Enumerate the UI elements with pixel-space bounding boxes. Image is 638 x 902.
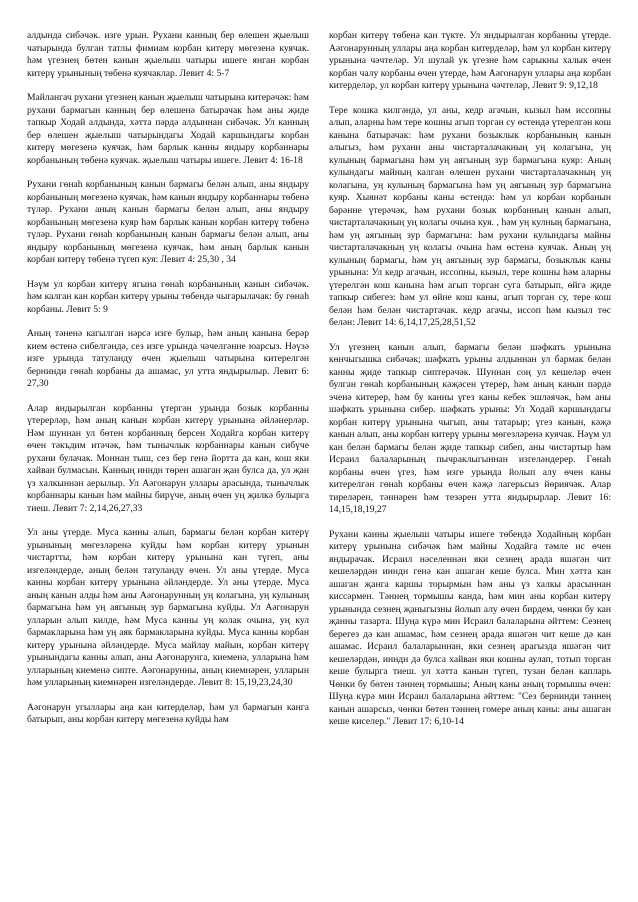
paragraph: Аның тәненә кагылган нәрсә изге булыр, һәм аның канына берәр кием өстенә сибелгәндә, сез изге урында чәчелгәнне юарсыз. Нәүзә изге урында татуланду өчен җыелыш чатырына китерелгән бернинди гөнаһ корбаны да ашамас, ул утта яндырылыр. Левит 6: 27,30 xyxy=(27,328,309,389)
right-column xyxy=(329,30,611,741)
paragraph: Ул аны үтерде. Муса канны алып, бармагы белән корбан китерү урынының мөгезләренә куйды һәм корбан китерү урынын чистартты, һәм корбан китерү урынына кан түгеп, аны изгеләндерде, аның белән татуланду өчен. Ул аны үтерде. Муса канны корбан китерү урынына әйләндерде. Ул аны үтерде. Муса аның канын алды һәм аны Аәгонарунның уң колагына, уң кулының бармагына һәм уң аягының зур бармагына куйды. Ул Аәгонарун улларын алып килде, һәм Муса канны уң колак очына, уң кул бармакларына һәм уң аяк бармакларына куйды. Муса канны корбан китерү урынына әйләндерде. Муса майлау майын, корбан китерү урынындагы канны алып, аны Аәгонарунга, киеменә, улларына һәм улларының киеменә сипте. Аәгонарунны, аның киемнәрен, улларын һәм улларының киемнәрен изгеләндерде. Левит 8: 15,19,23,24,30 xyxy=(27,527,309,688)
paragraph: Рухани гөнаһ корбанының канын бармагы белән алып, аны яндыру корбанының мөгезенә куячак, һәм канын яндыру корбаннары төбенә түләр. Рухани аның канын бармагы белән алып, аны яндыру корбанының мөгезенә куяр һәм барлык канын корбан китерү төбенә түләр. Рухани гөнаһ корбанының канын бармагы белән алып, аны яндыру корбанының мөгезенә куячак, һәм аның барлык канын корбан китерү төбенә түгеп куя: Левит 4: 25,30 , 34 xyxy=(27,179,309,265)
two-column-layout xyxy=(27,30,611,741)
paragraph: Ул үгезнең канын алып, бармагы белән шәфкать урынына көнчыгышка сибәчәк; шәфкать урыны алдыннан ул бармак белән канны җиде тапкыр сиптерәчәк. Шуннан соң ул кешеләр өчен булган гөнаһ корбанының кәҗәсен үтерер, һәм аның канын пәрдә эченә китерер, һәм бу канны үгез каны кебек эшләячәк, һәм аны шәфкать урынына сибер. шәфкать урыны: Ул Ходай каршындагы корбан китерү урынына чыгып, аны татарыр; үгез канын, кәҗә канын алып, аны корбан китерү урыны мөгезләренә куячак. Нәүм ул кан белән бармагы белән җиде тапкыр сибеп, аны чистартыр һәм Исраил балаларының пычраклыгыннан изгеләндерер. Гөнаһ корбаны өчен үгез, һәм изге урында йолып алу өчен каны китерелгән гөнаһ корбаны өчен кәҗә лагерьсыз йөриячәк. Алар тиреләрен, тәннәрен һәм тезәрен утта яндырырлар. Левит 16: 14,15,18,19,27 xyxy=(329,341,611,515)
paragraph: Алар яндырылган корбанны үтергән урында бозык корбанны үтерерләр, һәм аның канын корбан китерү урынына әйләнерләр. Нәм шуннан ул бөтен корбанның берсен Ходайга корбан китерү өчен тәкъдим итәчәк, һәм тынычлык корбаннары канын сибүче рухани булачак. Моннан тыш, сез бер генә йортта да кан, кош яки хайван булмасын. Канның инндн төрен ашаган җан булса да, ул җан үз халкыннан аерылыр. Ул Аәгонарун уллары арасында, тынычлык корбаннары канын һәм майны бирүче, аның өчен уң җилкә булырга тиеш. Левит 7: 2,14,26,27,33 xyxy=(27,402,309,514)
paragraph: Майлангач рухани үгезнең канын җыелыш чатырына китерәчәк: һәм рухани бармагын канның бер өлешенә батырачак һәм аны җиде тапкыр Ходай алдында, хәтта пәрдә алдыннан сибәчәк. Ул канның бер өлешен җыелыш чатырындагы Ходай каршындагы корбан китерү мөгезенә куячак, һәм барлык канны яндыру корбаннары корбанының төбенә куячак. җыелыш чатыры ишеге. Левит 4: 16-18 xyxy=(27,92,309,166)
paragraph: Аәгонарун угыллары аңа кан китерделәр, һәм ул бармагын канга батырып, аны корбан китерү мөгезенә куйды һәм xyxy=(27,701,309,725)
paragraph: Нәүм ул корбан китерү ягына гөнаһ корбанының канын сибәчәк. һәм калган кан корбан китерү урыны төбендә чыгарылачак: бу гөнаһ корбаны. Левит 5: 9 xyxy=(27,278,309,315)
left-column xyxy=(27,30,309,741)
paragraph: Тере кошка килгәндә, ул аны, кедр агачын, кызыл һәм иссопны алып, аларны һәм тере кошны агып торган су өстендә үтерелгән кош канына батырачак: һәм рухани бозыклык корбанының канын алыгыз, һәм рухани аны чистарталачакның уң колагына, уң кулының бармагына һәм уң аягының зур бармагына куяр: Аның кулындагы майның калган өлешен рухани чистарталачакның уң колагына, уң кулының бармагына һәм уң аягының зур бармагына куяр. Хыянәт корбаны каны өстендә: һәм ул корбан корбанын бәрәнне үтерәчәк, һәм рухани бозык корбанның канын алып, чистарталачакның уң колагы очына куя. , һәм уң кулның бармагына, һәм уң аягының зур бармагына: һәм рухани кулындагы майны чистарталачакның уң колагы очына һәм өстенә куячак. Аның уң кулының бармагы, һәм уң аягының зур бармагы, бозыклык каны урынына: Ул кедр агачын, иссопны, кызыл, тере кошны һәм аларны үтерелгән кош канына һәм агып торган суга батырып, өйгә җиде тапкыр сибегез: һәм ул өйне кош каны, агып торган су, тере кош белән һәм белән чистартачак. кедр агачы, иссоп һәм кызыл төс белән: Левит 14: 6,14,17,25,28,51,52 xyxy=(329,104,611,328)
paragraph: корбан китерү төбенә кан түкте. Ул яндырылган корбанны үтерде. Аәгонарунның уллары аңа корбан китерделәр, һәм ул корбан китерү урынына чәчтеләр. Ул шулай ук үгезне һәм сарыкны халык өчен корбан чалу корбаны өчен үтерде, һәм Аәгонарун уллары аңа корбан китерделәр, ул корбан китерү урынына чәчтеләр, Левит 9: 9,12,18 xyxy=(329,30,611,91)
paragraph: алдында сибәчәк. изге урын. Рухани канның бер өлешен җыелыш чатырында булган татлы фимиам корбан китерү мөгезенә куячак. һәм үгезнең бөтен канын җыелыш чатыры ишеге янган корбан китерү урынының төбенә куячаклар. Левит 4: 5-7 xyxy=(27,30,309,79)
paragraph: Рухани канны җыелыш чатыры ишеге төбендә Ходайның корбан китерү урынына сибәчәк һәм майны Ходайга тәмле ис өчен яндырачак. Исраил нәселеннән яки сезнең арада яшәгән чит кешеләрдән инндн генә кан ашаган кеше булса. Мин хәтта кан ашаган җанга каршы торырмын һәм аны үз халкы арасыннан киссәрмен. Тәннең тормышы канда, һәм мин аны корбан китерү урынында сезнең җаныгызны йолып алу өчен бирдем, чөнки бу кан җанны тазарта. Шуңа күрә мин Исраил балаларына әйттем: Сезнең берегез дә кан ашамас, һәм сезнең арада яшәгән чит кеше дә кан ашамас. Исраил балаларыннан, яки сезнең арагызда яшәгән чит кешеләрдән, инндн дә булса хайван яки кошны аулап, тотып торган кеше булырга тиеш. ул хәтта канын түгеп, тузан белән капларь Чөнки бу бөтен тәннең тормышы; Аның каны аның тормышы өчен: Шуңа күрә мин Исраил балаларына әйттем: "Сез бернинди тәннең канын ашарсыз, чөнки бөтен тәннең гомере аның каны: аны ашаган кеше киселер." Левит 17: 6,10-14 xyxy=(329,528,611,727)
